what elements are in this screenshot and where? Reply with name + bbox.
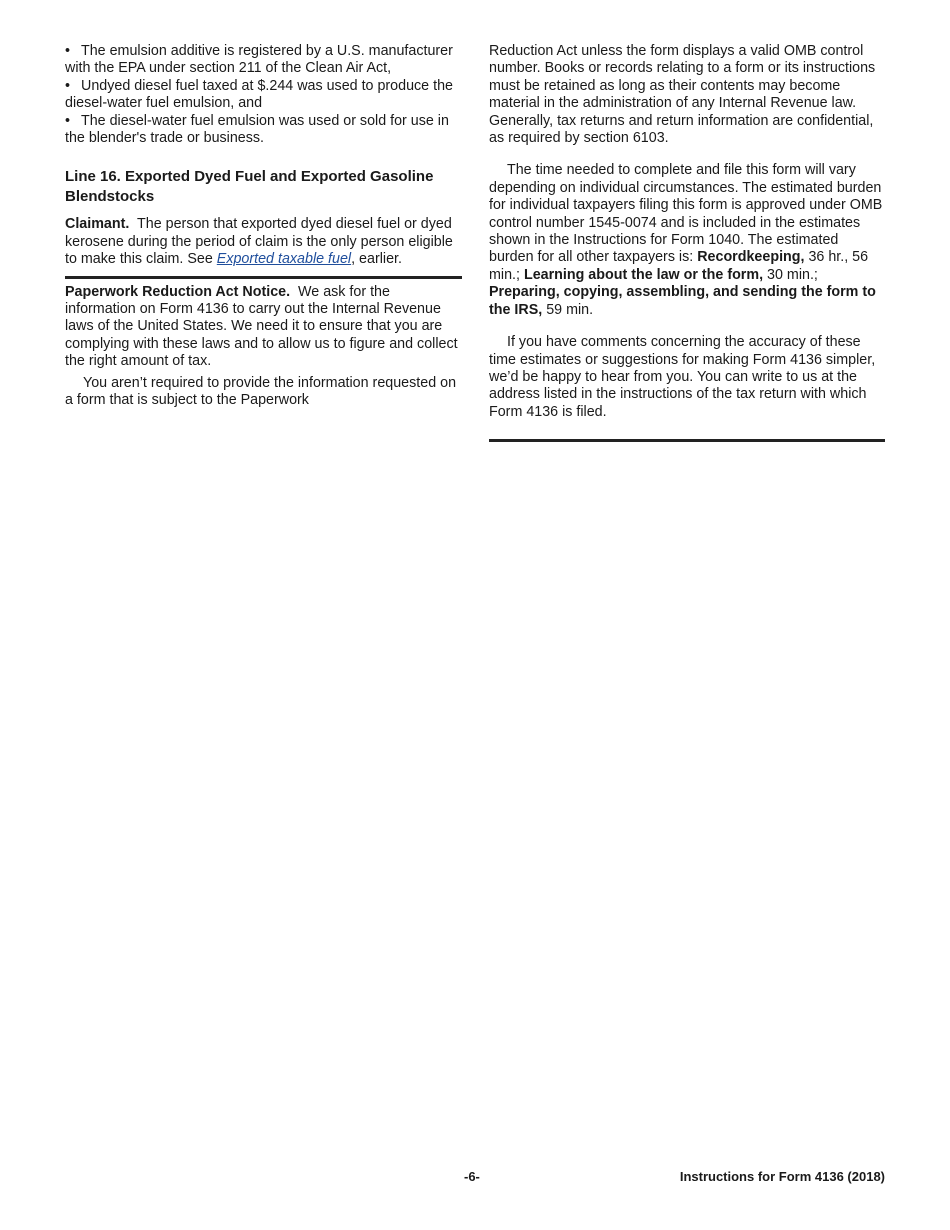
page-number: -6- [464,1169,480,1184]
learning-value: 30 min.; [767,266,818,283]
claimant-text: The person that exported dyed diesel fuel or dyed kerosene during the period of claim is the only person eligible to make this claim. See [65,216,453,268]
paperwork-notice-paragraph [65,284,462,371]
section-heading-line-16: Line 16. Exported Dyed Fuel and Exported Gasoline Blendstocks [65,168,434,206]
bullet-item: • The diesel-water fuel emulsion was used or sold for use in the blender's trade or business. [65,112,449,147]
section-divider [65,276,462,279]
bullet-icon: • [65,43,71,59]
bullet-icon: • [65,77,71,94]
left-column [65,43,462,410]
reduction-act-paragraph: Reduction Act unless the form displays a valid OMB control number. Books or records relating to a form or its instructions must be retained as long as their contents may become material in the administration of any Internal Revenue law. Generally, tax returns and return information are confidential, as required by section 6103. [489,43,876,147]
recordkeeping-value: 36 hr., 56 min.; [489,249,869,283]
paperwork-notice-label: Paperwork Reduction Act Notice. [65,283,291,300]
preparing-value: 59 min. [546,301,594,318]
recordkeeping-label: Recordkeeping, [697,249,805,266]
bullet-item: • The emulsion additive is registered by a U.S. manufacturer with the EPA under section 211 of the Clean Air Act, [65,43,453,77]
paperwork-notice-text: We ask for the information on Form 4136 to carry out the Internal Revenue laws of the United States. We need it to ensure that you are complying with these laws and to allow us to figure and collect the right amount of tax. [65,283,458,370]
preparing-label: Preparing, copying, assembling, and sending the form to the IRS, [489,284,876,318]
right-column [489,43,885,442]
learning-label: Learning about the law or the form, [523,266,764,283]
paperwork-notice-paragraph-2: You aren’t required to provide the information requested on a form that is subject to the Paperwork [65,374,457,409]
bullet-icon: • [65,112,71,129]
comments-paragraph: If you have comments concerning the accuracy of these time estimates or suggestions for making Form 4136 simpler, we’d be happy to hear from you. You can write to us at the address listed in the instructions of the tax return with which Form 4136 is filed. [489,334,876,420]
burden-paragraph [489,162,885,319]
exported-taxable-fuel-link[interactable]: Exported taxable fuel [216,251,352,268]
document-title-footer: Instructions for Form 4136 (2018) [679,1169,885,1184]
claimant-label: Claimant. [65,216,130,233]
burden-text: The time needed to complete and file this form will vary depending on individual circumstances. The estimated burden for individual taxpayers filing this form is approved under OMB control number 1545-0074 and is included in the estimates shown in the Instructions for Form 1040. The estimated burden for all other taxpayers is: [489,162,883,266]
claimant-paragraph [65,216,462,268]
end-divider [489,439,885,442]
claimant-after: , earlier. [351,251,402,268]
bullet-item: • Undyed diesel fuel taxed at $.244 was used to produce the diesel-water fuel emulsion, and [65,77,453,112]
